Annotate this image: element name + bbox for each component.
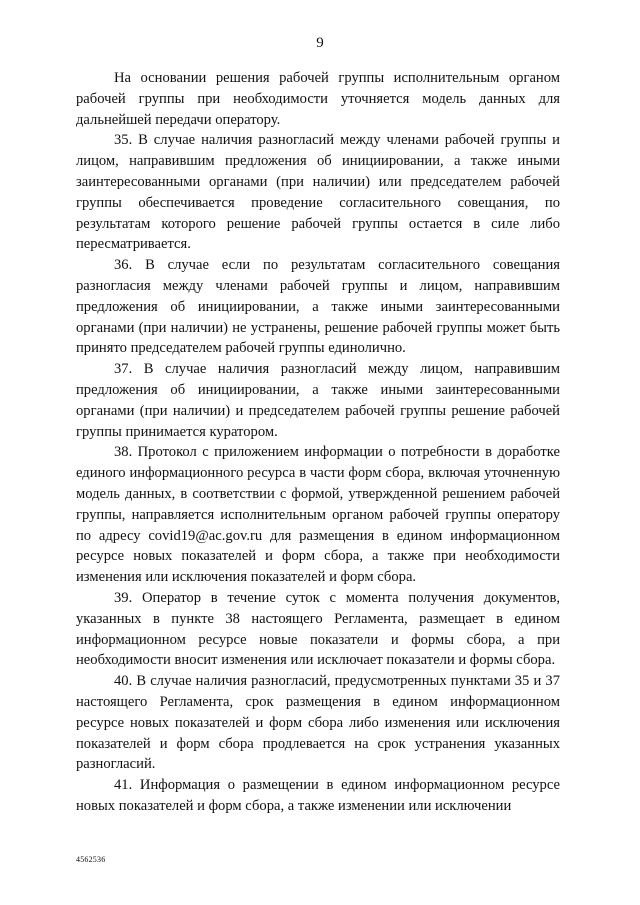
paragraph-39: 39. Оператор в течение суток с момента получения документов, указанных в пункте 38 настоящего Регламента, размещает в едином информационном ресурсе новые показатели и формы сбора, а при необходимости вносит изменения или исключает показатели и формы сбора.	[76, 589, 560, 669]
page-number: 9	[316, 35, 324, 51]
document-code: 4562536	[76, 855, 106, 864]
paragraph-36: 36. В случае если по результатам согласительного совещания разногласия между членами рабочей группы и лицом, направившим предложения об инициировании, а также иными заинтересованными органами (при наличии) не устранены, решение рабочей группы может быть принято председателем рабочей группы единолично.	[76, 257, 560, 357]
paragraph-38: 38. Протокол с приложением информации о потребности в доработке единого информационного ресурса в части форм сбора, включая уточненную модель данных, в соответствии с формой, утвержденной решением рабочей группы, направляется исполнительным органом рабочей группы оператору по адресу covid19@ac.gov.ru для размещения в едином информационном ресурсе новых показателей и форм сбора, а также при необходимости изменения или исключения показателей и форм сбора.	[76, 444, 560, 586]
paragraph-40: 40. В случае наличия разногласий, предусмотренных пунктами 35 и 37 настоящего Регламента, срок размещения в едином информационном ресурсе новых показателей и форм сбора либо изменения или исключения показателей и форм сбора продлевается на срок устранения указанных разногласий.	[76, 673, 560, 773]
paragraph-37: 37. В случае наличия разногласий между лицом, направившим предложения об инициировании, а также иными заинтересованными органами (при наличии) и председателем рабочей группы решение рабочей группы принимается куратором.	[76, 361, 560, 440]
document-body	[76, 68, 560, 817]
paragraph-intro: На основании решения рабочей группы исполнительным органом рабочей группы при необходимости уточняется модель данных для дальнейшей передачи оператору.	[76, 70, 560, 128]
paragraph-35: 35. В случае наличия разногласий между членами рабочей группы и лицом, направившим предложения об инициировании, а также иными заинтересованными органами (при наличии) или председателем рабочей группы обеспечивается проведение согласительного совещания, по результатам которого решение рабочей группы остается в силе либо пересматривается.	[76, 132, 560, 253]
paragraph-41: 41. Информация о размещении в едином информационном ресурсе новых показателей и форм сбора, а также изменении или исключении	[76, 777, 560, 814]
